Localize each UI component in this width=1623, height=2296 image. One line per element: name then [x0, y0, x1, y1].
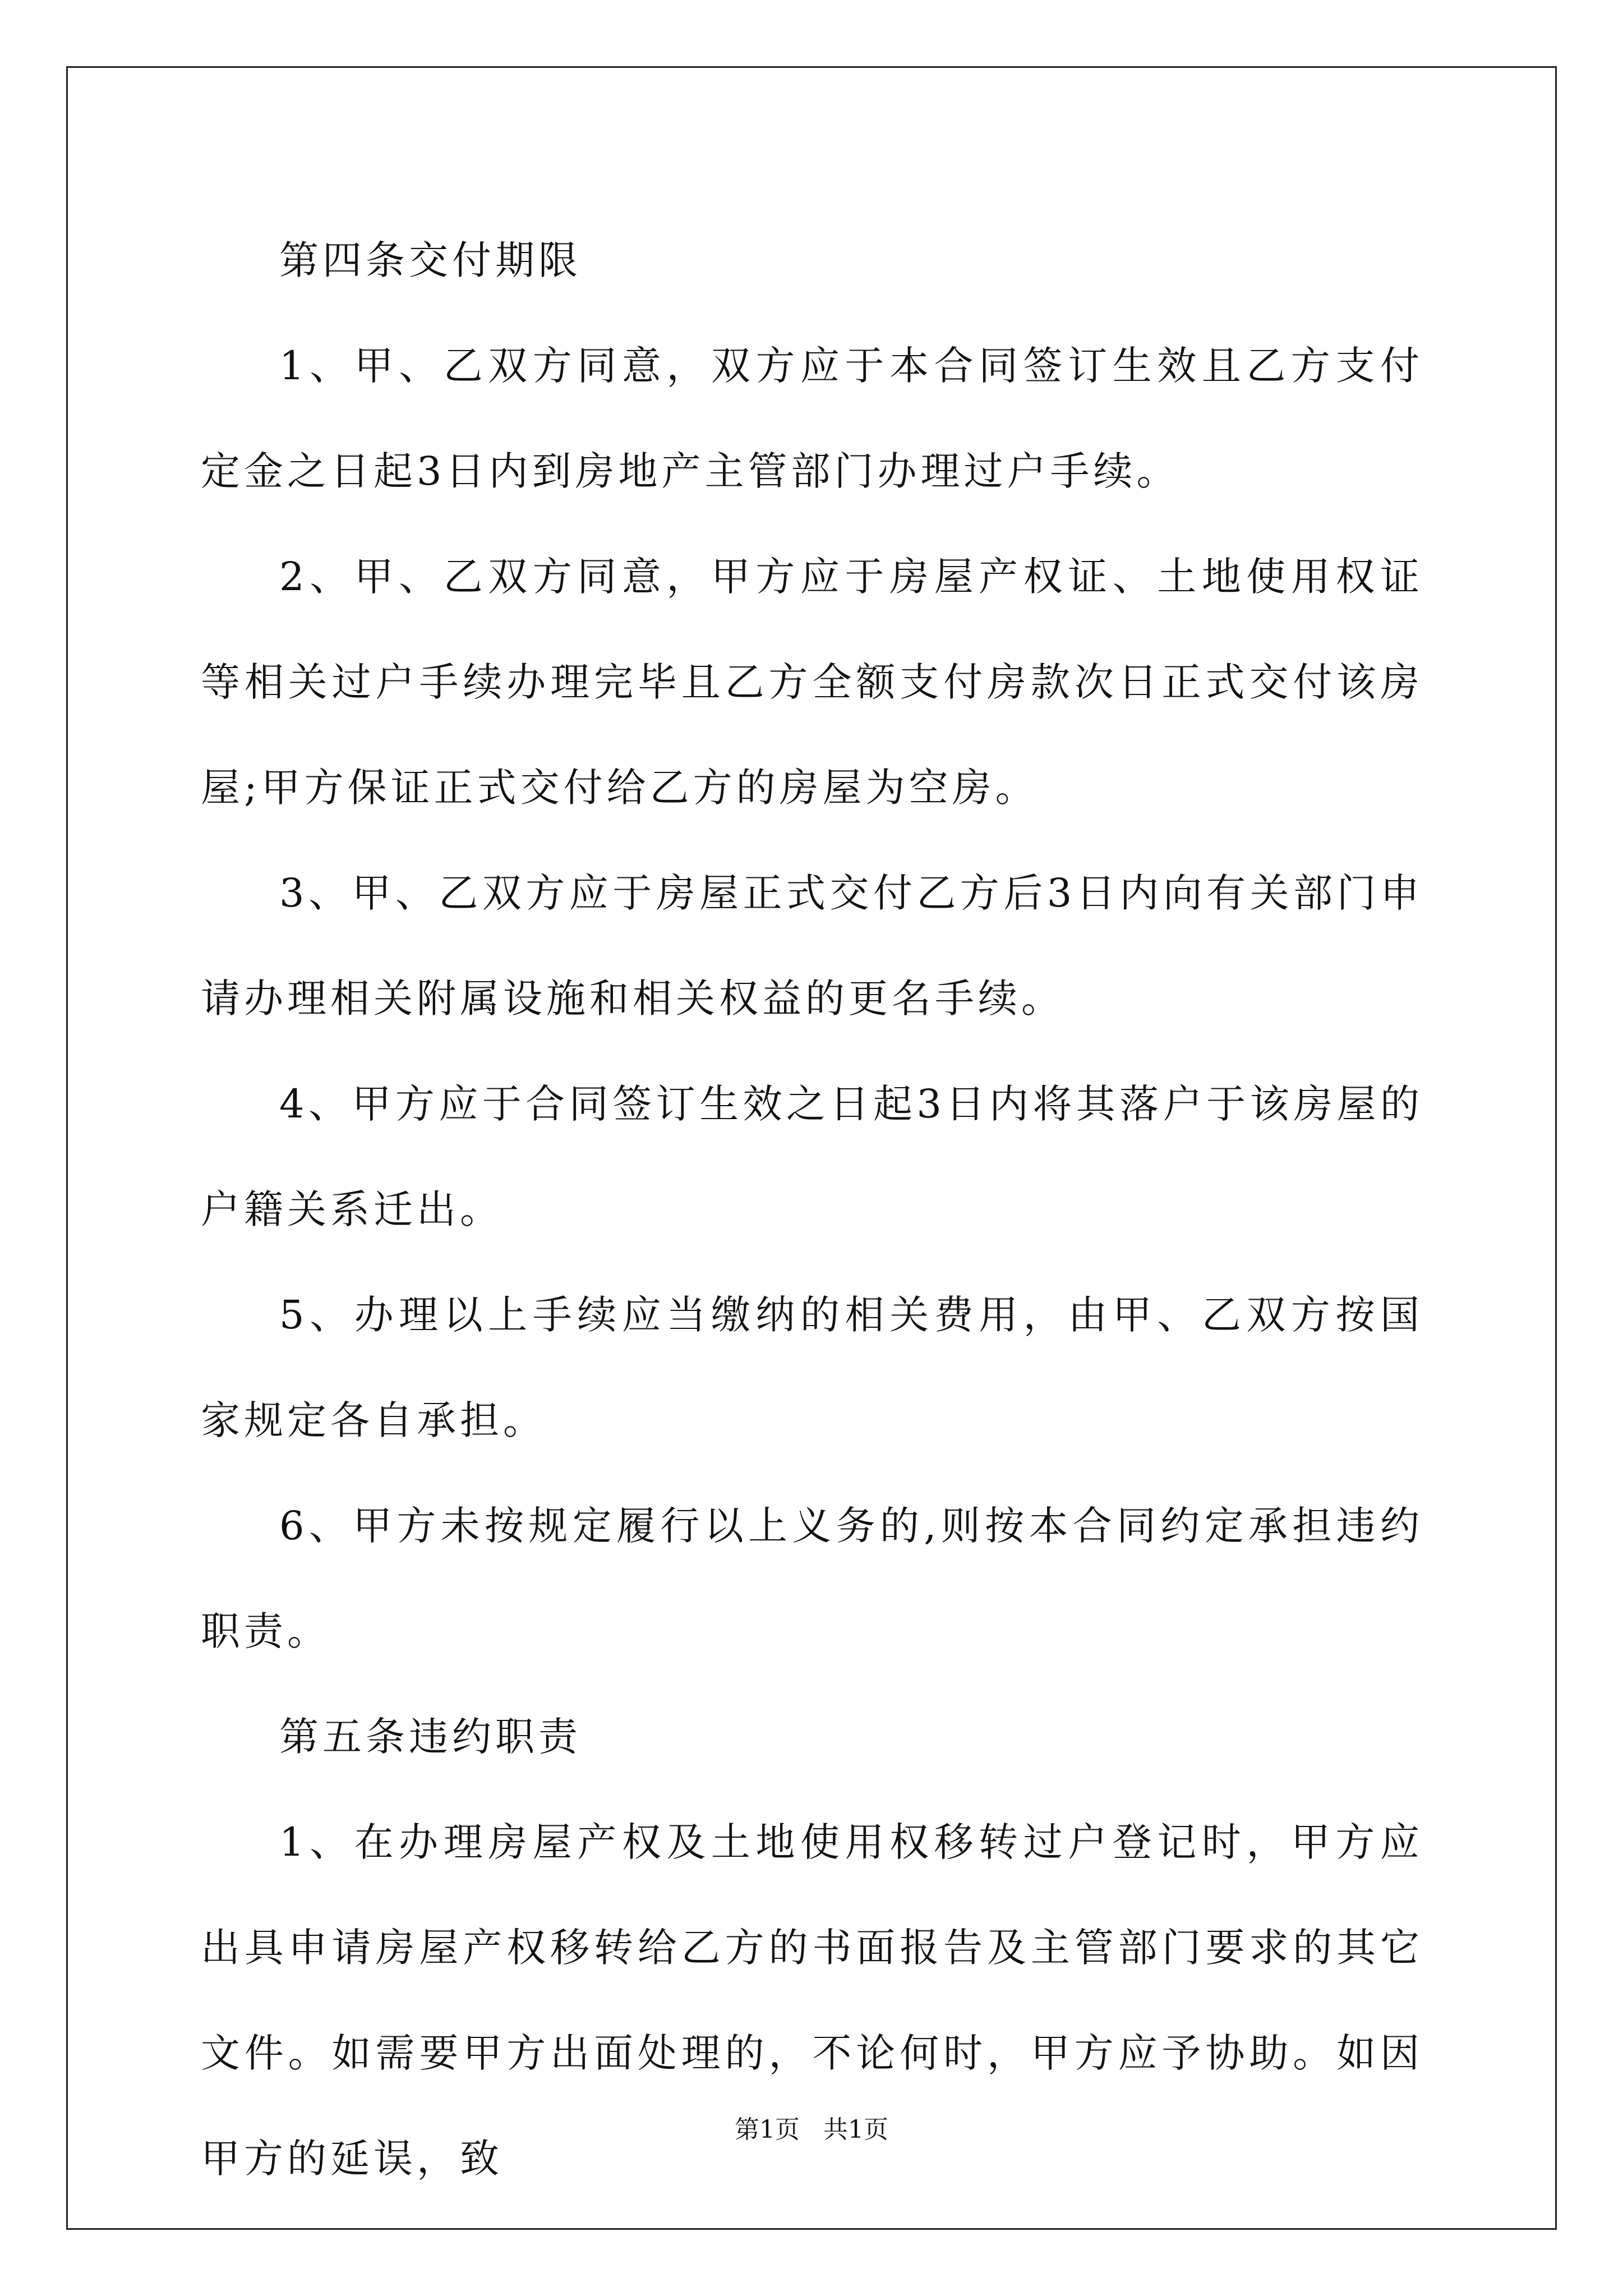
paragraph-clause-4-6: 6、甲方未按规定履行以上义务的,则按本合同约定承担违约职责。: [201, 1503, 1423, 1654]
page-footer: 第1页 共1页: [735, 2115, 888, 2144]
heading-article-4: 第四条交付期限: [279, 237, 582, 283]
paragraph-clause-4-1: 1、甲、乙双方同意，双方应于本合同签订生效且乙方支付定金之日起3日内到房地产主管部门办理过户手续。: [201, 343, 1423, 494]
paragraph-clause-4-2: 2、甲、乙双方同意，甲方应于房屋产权证、土地使用权证等相关过户手续办理完毕且乙方全额支付房款次日正式交付该房屋;甲方保证正式交付给乙方的房屋为空房。: [201, 554, 1423, 811]
paragraph-clause-5-1: 1、在办理房屋产权及土地使用权移转过户登记时，甲方应出具申请房屋产权移转给乙方的书面报告及主管部门要求的其它文件。如需要甲方出面处理的，不论何时，甲方应予协助。如因甲方的延误，致: [201, 1819, 1423, 2182]
document-body: [201, 208, 1423, 2211]
paragraph-clause-4-3: 3、甲、乙双方应于房屋正式交付乙方后3日内向有关部门申请办理相关附属设施和相关权益的更名手续。: [201, 870, 1423, 1022]
paragraph-clause-4-5: 5、办理以上手续应当缴纳的相关费用，由甲、乙双方按国家规定各自承担。: [201, 1292, 1423, 1443]
paragraph-clause-4-4: 4、甲方应于合同签订生效之日起3日内将其落户于该房屋的户籍关系迁出。: [201, 1081, 1423, 1232]
heading-article-5: 第五条违约职责: [279, 1714, 582, 1760]
